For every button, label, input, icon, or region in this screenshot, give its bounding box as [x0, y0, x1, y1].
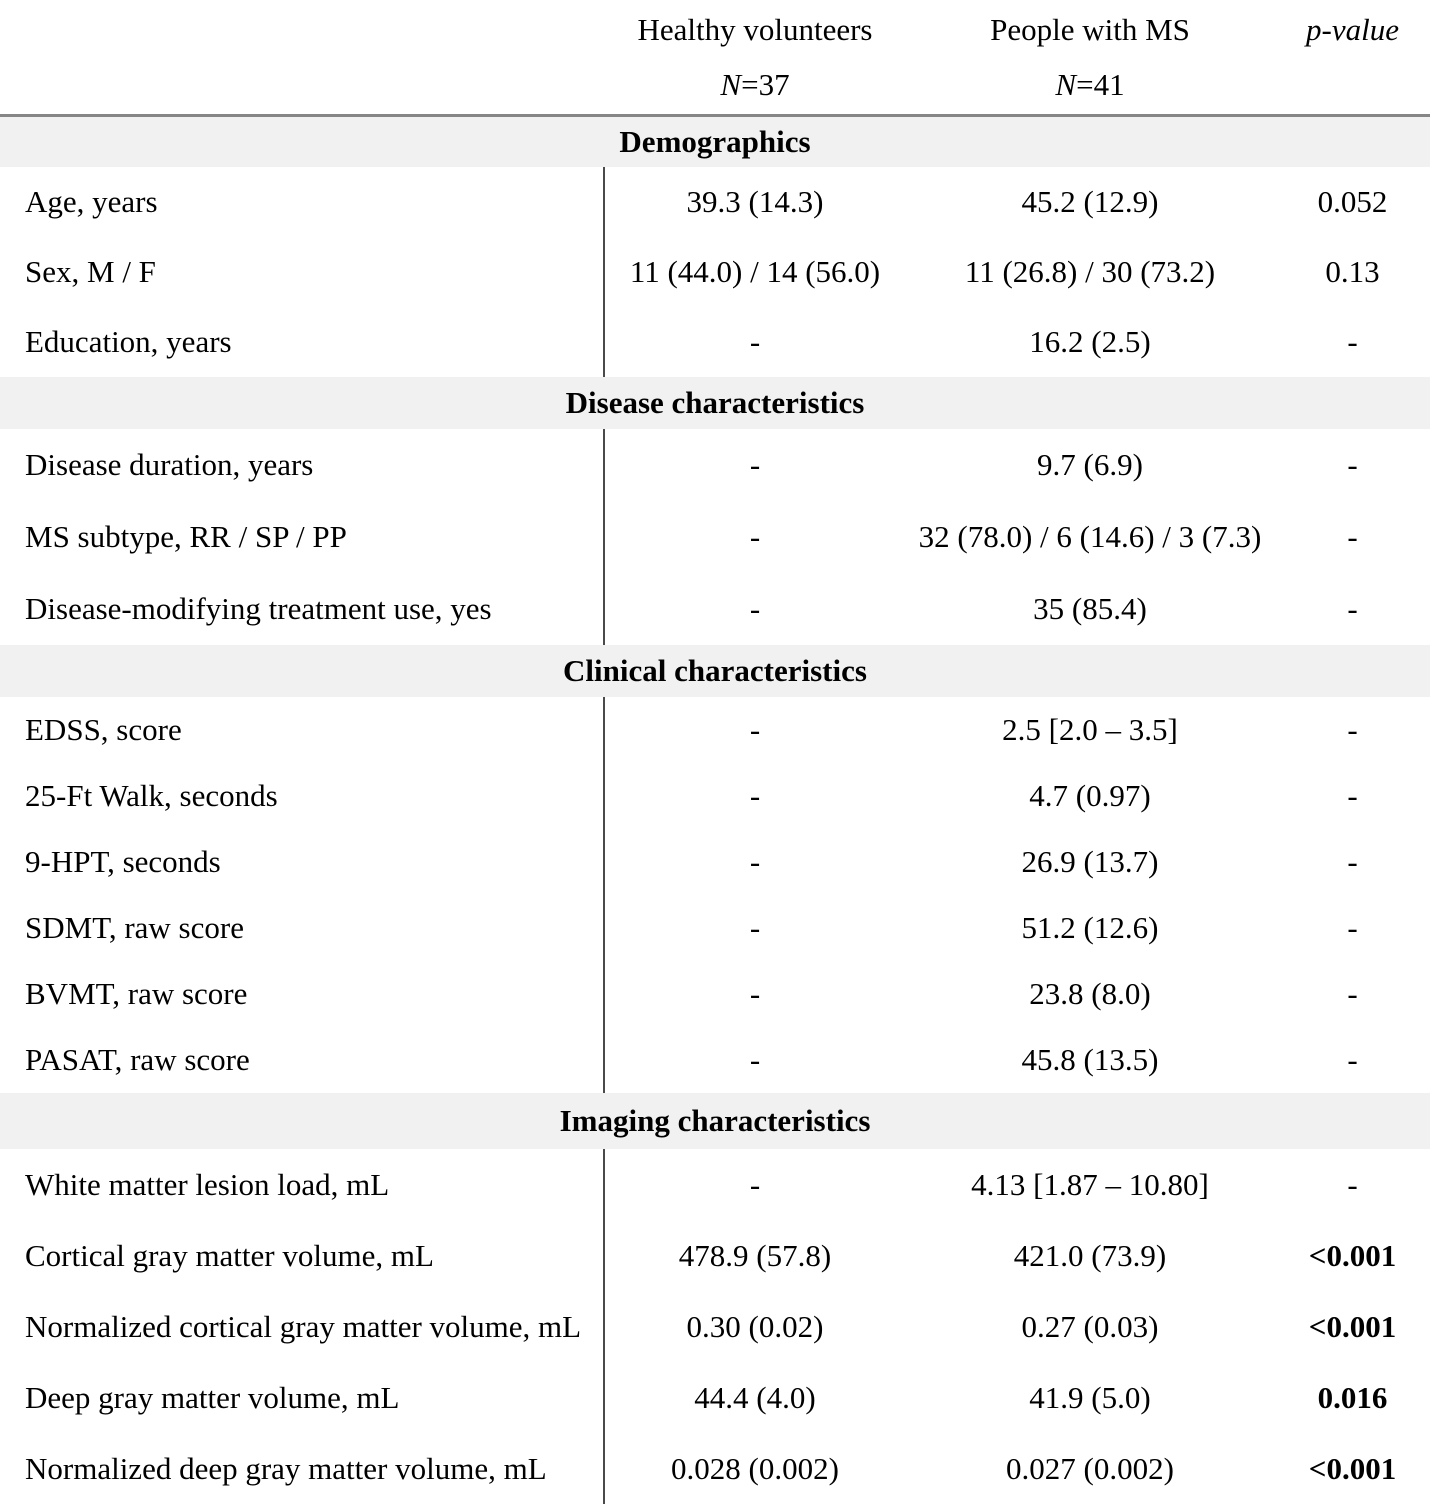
cell-people-with-ms: 2.5 [2.0 – 3.5] [1002, 712, 1178, 747]
cell-people-with-ms: 4.13 [1.87 – 10.80] [971, 1166, 1209, 1202]
cell-healthy-volunteers: 39.3 (14.3) [686, 184, 824, 219]
table-row-ms-subtype-rr-sp-pp [0, 501, 1430, 573]
table-row-normalized-deep-gray-matter-volume-ml [0, 1433, 1430, 1504]
section-demographics [0, 167, 1430, 377]
cell-p-value: 0.13 [1325, 254, 1380, 289]
cell-p-value: - [1347, 324, 1358, 359]
cell-healthy-volunteers: - [749, 1166, 761, 1202]
table-row-age-years [0, 167, 1430, 237]
cell-healthy-volunteers: - [749, 910, 761, 945]
cell-p-value: - [1347, 1166, 1358, 1202]
cell-healthy-volunteers: - [749, 1042, 761, 1077]
row-label: BVMT, raw score [0, 961, 605, 1027]
header-people-with-ms-title: People with MS [990, 12, 1190, 47]
row-label: SDMT, raw score [0, 895, 605, 961]
cell-people-with-ms: 16.2 (2.5) [1029, 324, 1151, 359]
header-people-with-ms [905, 0, 1275, 114]
row-label: Sex, M / F [0, 237, 605, 307]
header-p-value [1275, 0, 1430, 114]
cell-p-value: <0.001 [1308, 1450, 1397, 1486]
table-row-deep-gray-matter-volume-ml [0, 1362, 1430, 1433]
cell-healthy-volunteers: 11 (44.0) / 14 (56.0) [629, 254, 881, 289]
cell-people-with-ms: 35 (85.4) [1033, 591, 1147, 626]
section-clinical-characteristics [0, 697, 1430, 1093]
cell-people-with-ms: 41.9 (5.0) [1029, 1379, 1151, 1415]
row-label: Education, years [0, 307, 605, 377]
row-label: Deep gray matter volume, mL [0, 1362, 605, 1433]
cell-p-value: <0.001 [1308, 1308, 1397, 1344]
section-header-clinical-characteristics: Clinical characteristics [0, 645, 1430, 697]
cell-p-value: - [1347, 844, 1358, 879]
table-row-normalized-cortical-gray-matter-volume-ml [0, 1291, 1430, 1362]
cell-people-with-ms: 26.9 (13.7) [1021, 844, 1159, 879]
header-healthy-volunteers-n: N=37 [720, 67, 790, 103]
header-p-value-label: p-value [1306, 12, 1399, 47]
cell-p-value: <0.001 [1308, 1237, 1397, 1273]
table-row-sex-m-f [0, 237, 1430, 307]
section-header-disease-characteristics: Disease characteristics [0, 377, 1430, 429]
section-header-imaging-characteristics: Imaging characteristics [0, 1093, 1430, 1149]
cell-healthy-volunteers: - [749, 778, 761, 813]
table-row-cortical-gray-matter-volume-ml [0, 1220, 1430, 1291]
row-label: 25-Ft Walk, seconds [0, 763, 605, 829]
table-row-sdmt-raw-score [0, 895, 1430, 961]
row-label: Normalized deep gray matter volume, mL [0, 1433, 605, 1504]
cell-healthy-volunteers: 0.30 (0.02) [686, 1308, 824, 1344]
cell-p-value: - [1347, 712, 1358, 747]
cell-people-with-ms: 0.027 (0.002) [1006, 1450, 1174, 1486]
cell-p-value: - [1347, 1042, 1358, 1077]
cell-healthy-volunteers: 44.4 (4.0) [694, 1379, 816, 1415]
table-row-25-ft-walk-seconds [0, 763, 1430, 829]
table-row-education-years [0, 307, 1430, 377]
table-row-disease-modifying-treatment-use-yes [0, 573, 1430, 645]
header-people-with-ms-n: N=41 [1055, 67, 1125, 103]
header-healthy-volunteers [605, 0, 905, 114]
table-row-9-hpt-seconds [0, 829, 1430, 895]
table-row-pasat-raw-score [0, 1027, 1430, 1093]
cell-p-value: - [1347, 447, 1358, 482]
table-row-disease-duration-years [0, 429, 1430, 501]
cell-p-value: - [1347, 910, 1358, 945]
cell-healthy-volunteers: 0.028 (0.002) [671, 1450, 839, 1486]
row-label: Disease duration, years [0, 429, 605, 501]
cell-healthy-volunteers: - [749, 447, 761, 482]
cell-healthy-volunteers: - [749, 844, 761, 879]
table-row-white-matter-lesion-load-ml [0, 1149, 1430, 1220]
cell-people-with-ms: 0.27 (0.03) [1021, 1308, 1159, 1344]
cell-p-value: - [1347, 778, 1358, 813]
row-label: Disease-modifying treatment use, yes [0, 573, 605, 645]
cell-healthy-volunteers: 478.9 (57.8) [678, 1237, 832, 1273]
row-label: 9-HPT, seconds [0, 829, 605, 895]
cell-healthy-volunteers: - [749, 976, 761, 1011]
section-imaging-characteristics [0, 1149, 1430, 1504]
section-disease-characteristics [0, 429, 1430, 645]
cell-people-with-ms: 9.7 (6.9) [1037, 447, 1143, 482]
cell-people-with-ms: 32 (78.0) / 6 (14.6) / 3 (7.3) [918, 519, 1262, 554]
cell-people-with-ms: 11 (26.8) / 30 (73.2) [964, 254, 1216, 289]
cell-healthy-volunteers: - [749, 519, 761, 554]
row-label: PASAT, raw score [0, 1027, 605, 1093]
row-label: MS subtype, RR / SP / PP [0, 501, 605, 573]
section-header-demographics: Demographics [0, 117, 1430, 167]
row-label: Cortical gray matter volume, mL [0, 1220, 605, 1291]
cell-people-with-ms: 45.2 (12.9) [1021, 184, 1159, 219]
cell-p-value: 0.052 [1317, 184, 1388, 219]
cell-people-with-ms: 4.7 (0.97) [1029, 778, 1151, 813]
cell-healthy-volunteers: - [749, 712, 761, 747]
table-row-bvmt-raw-score [0, 961, 1430, 1027]
cell-healthy-volunteers: - [749, 591, 761, 626]
cell-people-with-ms: 421.0 (73.9) [1013, 1237, 1167, 1273]
cell-p-value: 0.016 [1317, 1379, 1388, 1415]
table-header-row [0, 0, 1430, 114]
row-label: Age, years [0, 167, 605, 237]
header-healthy-volunteers-title: Healthy volunteers [637, 12, 873, 47]
table-body [0, 117, 1430, 1504]
header-empty-cell [0, 0, 605, 114]
row-label: Normalized cortical gray matter volume, mL [0, 1291, 605, 1362]
row-label: EDSS, score [0, 697, 605, 763]
cell-p-value: - [1347, 976, 1358, 1011]
cell-healthy-volunteers: - [749, 324, 761, 359]
cell-people-with-ms: 51.2 (12.6) [1021, 910, 1159, 945]
row-label: White matter lesion load, mL [0, 1149, 605, 1220]
table-row-edss-score [0, 697, 1430, 763]
cell-people-with-ms: 23.8 (8.0) [1029, 976, 1151, 1011]
cell-people-with-ms: 45.8 (13.5) [1021, 1042, 1159, 1077]
cell-p-value: - [1347, 591, 1358, 626]
cell-p-value: - [1347, 519, 1358, 554]
